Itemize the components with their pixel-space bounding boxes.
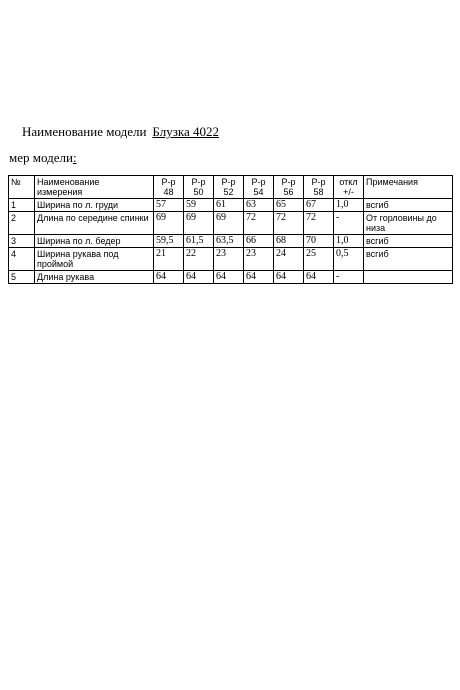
row-value: 69 (184, 212, 214, 235)
row-value: 64 (274, 271, 304, 284)
row-deviation: - (334, 212, 364, 235)
table-header-row (9, 176, 453, 199)
row-value: 72 (274, 212, 304, 235)
header-deviation-line2: +/- (343, 187, 354, 197)
row-value: 64 (154, 271, 184, 284)
row-value: 61 (214, 199, 244, 212)
table-row (9, 248, 453, 271)
model-title (22, 124, 219, 140)
header-size-value: 52 (223, 187, 234, 197)
row-num: 5 (9, 271, 35, 284)
table-row (9, 212, 453, 235)
row-num: 2 (9, 212, 35, 235)
header-size-label: Р-р (161, 177, 176, 187)
table-row (9, 271, 453, 284)
header-size-label: Р-р (311, 177, 326, 187)
row-deviation: - (334, 271, 364, 284)
row-name: Длина по середине спинки (35, 212, 154, 235)
row-value: 64 (304, 271, 334, 284)
header-deviation (334, 176, 364, 199)
header-size-value: 54 (253, 187, 264, 197)
row-name: Ширина рукава под проймой (35, 248, 154, 271)
header-size-52 (214, 176, 244, 199)
row-value: 68 (274, 235, 304, 248)
row-value: 63 (244, 199, 274, 212)
model-label: Наименование модели (22, 124, 147, 139)
row-value: 65 (274, 199, 304, 212)
row-num: 3 (9, 235, 35, 248)
row-deviation: 1,0 (334, 199, 364, 212)
row-value: 67 (304, 199, 334, 212)
row-deviation: 0,5 (334, 248, 364, 271)
header-notes: Примечания (364, 176, 453, 199)
header-size-label: Р-р (191, 177, 206, 187)
row-value: 23 (244, 248, 274, 271)
header-size-value: 56 (283, 187, 294, 197)
header-size-label: Р-р (221, 177, 236, 187)
header-deviation-line1: откл (339, 177, 358, 187)
row-value: 64 (184, 271, 214, 284)
header-size-50 (184, 176, 214, 199)
row-value: 24 (274, 248, 304, 271)
header-size-label: Р-р (281, 177, 296, 187)
row-note: всгиб (364, 199, 453, 212)
row-value: 72 (244, 212, 274, 235)
row-num: 4 (9, 248, 35, 271)
header-size-58 (304, 176, 334, 199)
row-value: 22 (184, 248, 214, 271)
header-num: № (9, 176, 35, 199)
row-value: 25 (304, 248, 334, 271)
size-heading-text: мер модели (9, 150, 73, 165)
header-size-54 (244, 176, 274, 199)
header-size-label: Р-р (251, 177, 266, 187)
table-row (9, 199, 453, 212)
row-value: 69 (154, 212, 184, 235)
row-value: 64 (244, 271, 274, 284)
row-value: 66 (244, 235, 274, 248)
row-value: 69 (214, 212, 244, 235)
row-note: всгиб (364, 248, 453, 271)
row-value: 23 (214, 248, 244, 271)
row-value: 59 (184, 199, 214, 212)
row-note (364, 271, 453, 284)
size-heading (9, 150, 77, 166)
row-value: 59,5 (154, 235, 184, 248)
table-row (9, 235, 453, 248)
header-size-56 (274, 176, 304, 199)
header-size-value: 58 (313, 187, 324, 197)
row-value: 70 (304, 235, 334, 248)
row-num: 1 (9, 199, 35, 212)
header-name (35, 176, 154, 199)
row-value: 63,5 (214, 235, 244, 248)
measurement-table (8, 175, 453, 284)
size-heading-colon: : (72, 150, 77, 165)
row-value: 21 (154, 248, 184, 271)
header-size-value: 50 (193, 187, 204, 197)
row-value: 61,5 (184, 235, 214, 248)
row-note: От горловины до низа (364, 212, 453, 235)
header-size-value: 48 (163, 187, 174, 197)
model-name: Блузка 4022 (152, 124, 219, 139)
header-name-line2: измерения (37, 187, 83, 197)
header-size-48 (154, 176, 184, 199)
header-name-line1: Наименование (37, 177, 100, 187)
row-name: Ширина по л. бедер (35, 235, 154, 248)
row-name: Длина рукава (35, 271, 154, 284)
row-value: 57 (154, 199, 184, 212)
row-value: 64 (214, 271, 244, 284)
row-deviation: 1,0 (334, 235, 364, 248)
row-note: всгиб (364, 235, 453, 248)
row-value: 72 (304, 212, 334, 235)
row-name: Ширина по л. груди (35, 199, 154, 212)
